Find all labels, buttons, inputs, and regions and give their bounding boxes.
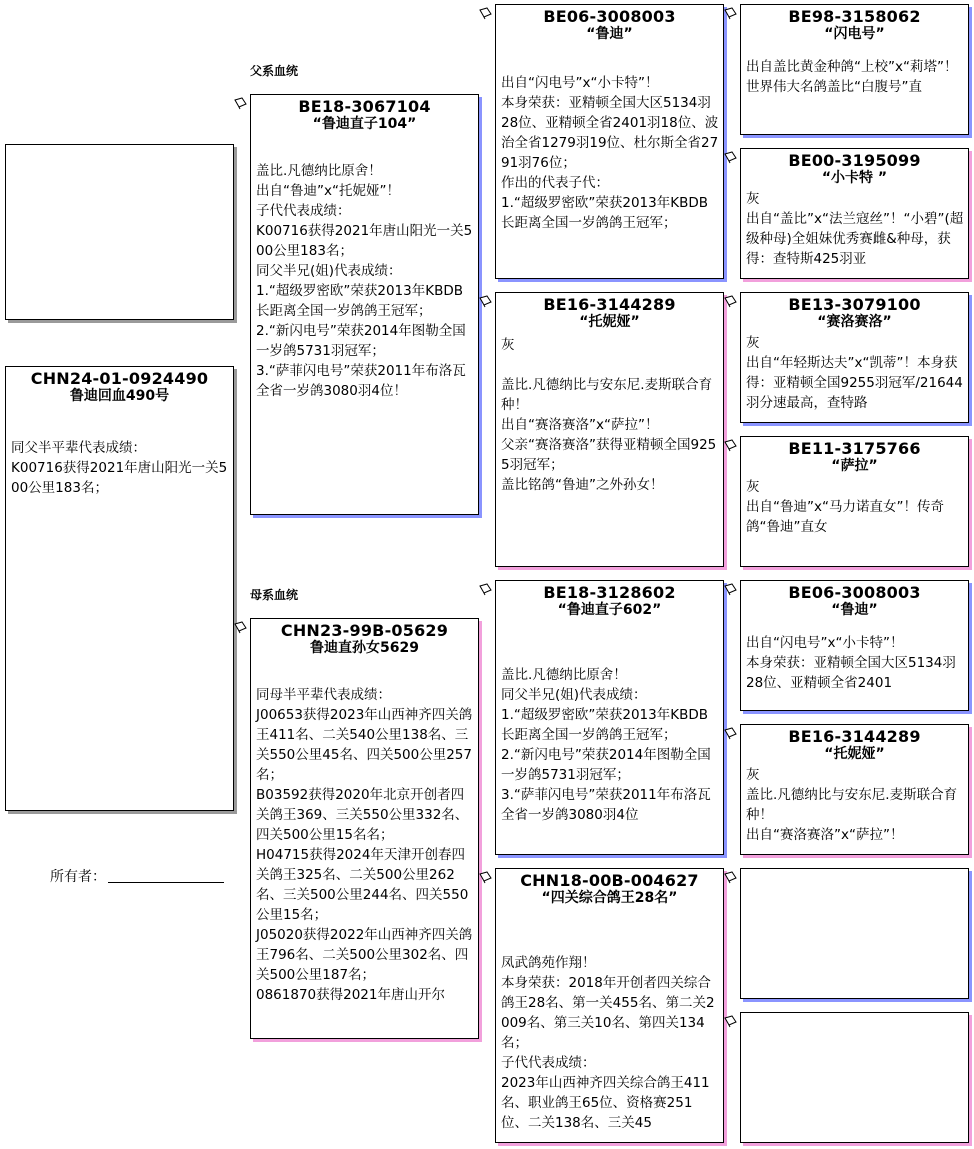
maternal-label: 母系血统 [250,588,299,602]
sire-card [250,94,479,515]
owner-field [50,866,224,886]
edit-icon[interactable] [479,294,493,308]
granddam-maternal-card [495,868,724,1143]
edit-icon[interactable] [724,438,738,452]
subject-card [5,366,234,811]
ggs-3-card [740,580,969,711]
sdd-name: “萨拉” [831,458,878,474]
ggd-1-card [740,148,969,279]
subject-code: CHN24-01-0924490 [30,369,209,388]
dsd-code: BE16-3144289 [788,727,921,746]
edit-icon[interactable] [724,6,738,20]
edit-icon[interactable] [724,726,738,740]
subject-name: 鲁迪回血490号 [69,388,170,404]
edit-icon[interactable] [234,620,248,634]
edit-icon[interactable] [479,582,493,596]
paternal-label: 父系血统 [250,64,299,78]
ds-text: 盖比.凡德纳比原舍！ 同父半兄(姐)代表成绩： 1.“超级罗密欧”荣获2013年KBDB长距离全国一岁鸽鸽王冠军； 2.“新闪电号”荣获2014年图勒全国一岁鸽5731羽冠军； 3.“萨菲闪电号”荣获2011年布洛瓦全省一岁鸽3080羽4位 [501,667,711,823]
dam-text: 同母半平辈代表成绩： J00653获得2023年山西神齐四关鸽王411名、二关540公里138名、三关550公里45名、四关500公里257名； B03592获得2020年北京开创者四关鸽王369、三关550公里332名、四关500公里15名名； H04715获得2024年天津开创春四关鸽王325名、二关500公里262名、三关500公里244名、四关550公里15名； J05020获得2022年山西神齐四关鸽王796名、二关500公里302名、四关500公里187名； 0861870获得2021年唐山开尔 [256,687,473,1003]
subject-text: 同父半平辈代表成绩： K00716获得2021年唐山阳光一关500公里183名； [11,440,228,496]
owner-label: 所有者： [50,869,106,885]
edit-icon[interactable] [724,582,738,596]
dam-card [250,618,479,1039]
edit-icon[interactable] [479,870,493,884]
dss-name: “鲁迪” [831,602,878,618]
sds-code: BE13-3079100 [788,295,921,314]
dd-code: CHN18-00B-004627 [520,871,699,890]
sdd-text: 灰 出自“鲁迪”x“马力诺直女”！传奇鸽“鲁迪”直女 [746,479,944,535]
sire-text: 盖比.凡德纳比原舍！ 出自“鲁迪”x“托妮娅”！ 子代代表成绩： K00716获得2021年唐山阳光一关500公里183名； 同父半兄(姐)代表成绩： 1.“超级罗密欧”荣获2013年KBDB长距离全国一岁鸽鸽王冠军； 2.“新闪电号”荣获2014年图勒全国一岁鸽5731羽冠军； 3.“萨菲闪电号”荣获2011年布洛瓦全省一岁鸽3080羽4位！ [256,163,473,399]
ssd-text: 灰 出自“盖比”x“法兰寇丝”！“小碧”(超级种母)全姐妹优秀赛雌&种母，获得：查特斯425羽亚 [746,191,964,267]
sss-name: “闪电号” [824,26,885,42]
dsd-text: 灰 盖比.凡德纳比与安东尼.麦斯联合育种！ 出自“赛洛赛洛”x“萨拉”！ [746,767,958,843]
sss-text: 出自盖比黄金种鸽“上校”x“莉塔”！ 世界伟大名鸽盖比“白腹号”直 [746,59,958,95]
sd-code: BE16-3144289 [543,295,676,314]
sds-name: “赛洛赛洛” [817,314,892,330]
edit-icon[interactable] [479,6,493,20]
ggs-1-card [740,4,969,135]
ggd-3-card [740,724,969,855]
dam-name: 鲁迪直孙女5629 [310,640,419,656]
ggd-2-card [740,436,969,567]
edit-icon[interactable] [724,870,738,884]
dam-code: CHN23-99B-05629 [280,621,449,640]
sdd-code: BE11-3175766 [788,439,921,458]
dd-text: 凤武鸽苑作翔！ 本身荣获：2018年开创者四关综合鸽王28名、第一关455名、第二关2009名、第三关10名、第四关134名； 子代代表成绩： 2023年山西神齐四关综合鸽王411名、职业鸽王65位、资格赛251位、二关138名、三关45 [501,955,715,1131]
ss-code: BE06-3008003 [543,7,676,26]
dss-text: 出自“闪电号”x“小卡特”！ 本身荣获：亚精顿全国大区5134羽28位、亚精顿全省2401 [746,635,956,691]
grandsire-maternal-card [495,580,724,855]
sire-code: BE18-3067104 [298,97,431,116]
edit-icon[interactable] [724,294,738,308]
ss-text: 出自“闪电号”x“小卡特”！ 本身荣获：亚精顿全国大区5134羽28位、亚精顿全省2401羽18位、波治全省1279羽19位、杜尔斯全省2791羽76位； 作出的代表子代： 1.“超级罗密欧”荣获2013年KBDB长距离全国一岁鸽鸽王冠军； [501,75,719,231]
sds-text: 灰 出自“年轻斯达夫”x“凯蒂”！本身获得：亚精顿全国9255羽冠军/21644羽分速最高，查特路 [746,335,963,411]
sd-name: “托妮娅” [579,314,640,330]
sss-code: BE98-3158062 [788,7,921,26]
edit-icon[interactable] [724,1014,738,1028]
sd-text: 灰 盖比.凡德纳比与安东尼.麦斯联合育种！ 出自“赛洛赛洛”x“萨拉”！ 父亲“赛洛赛洛”获得亚精顿全国9255羽冠军； 盖比铭鸽“鲁迪”之外孙女！ [501,337,717,493]
ggd-4-card [740,1012,969,1143]
edit-icon[interactable] [724,150,738,164]
dss-code: BE06-3008003 [788,583,921,602]
ssd-name: “小卡特 ” [821,170,888,186]
ds-code: BE18-3128602 [543,583,676,602]
ss-name: “鲁迪” [586,26,633,42]
ggs-4-card [740,868,969,999]
photo-box [5,144,234,320]
ssd-code: BE00-3195099 [788,151,921,170]
ggs-2-card [740,292,969,423]
ds-name: “鲁迪直子602” [557,602,662,618]
sire-name: “鲁迪直子104” [312,116,417,132]
grandsire-paternal-card [495,4,724,279]
owner-line [108,881,224,883]
dsd-name: “托妮娅” [824,746,885,762]
granddam-paternal-card [495,292,724,567]
dd-name: “四关综合鸽王28名” [541,890,678,906]
edit-icon[interactable] [234,96,248,110]
